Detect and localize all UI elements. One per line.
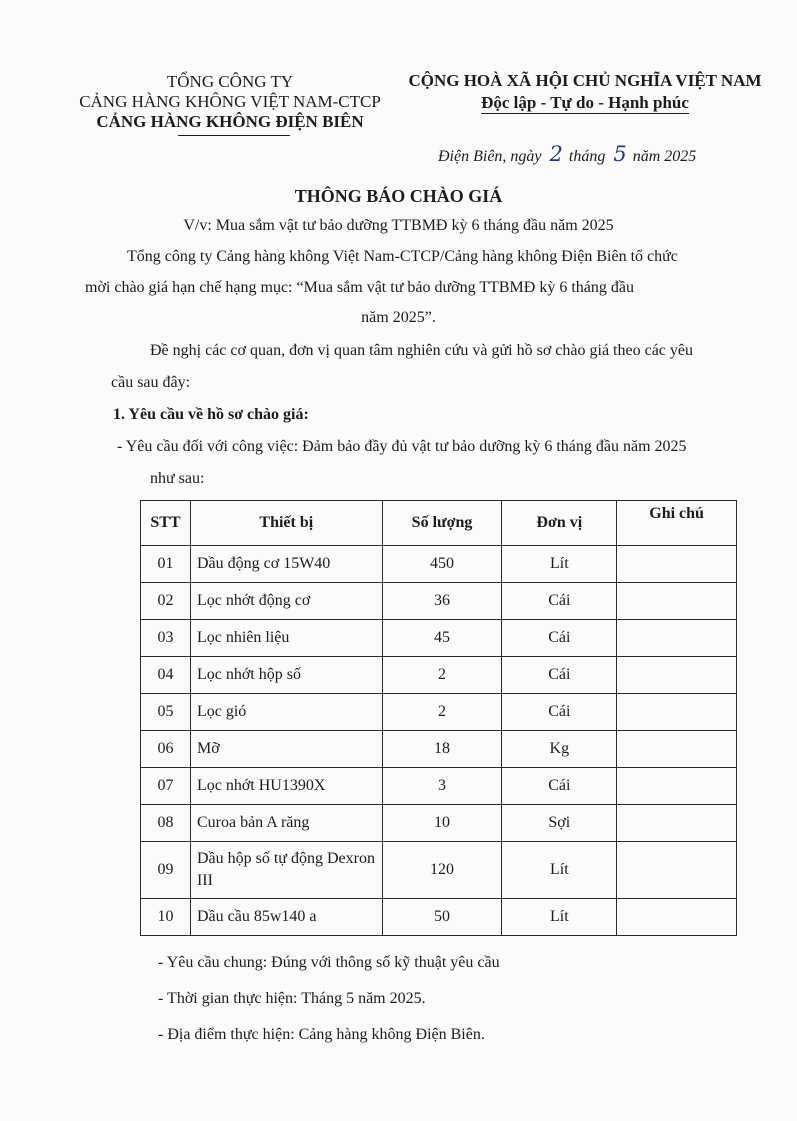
date-month-label: tháng — [568, 148, 606, 165]
cell-stt: 03 — [141, 620, 191, 657]
intro-line-4: Đề nghị các cơ quan, đơn vị quan tâm nghiên cứu và gửi hồ sơ chào giá theo các yêu — [150, 342, 693, 359]
table-row — [141, 657, 737, 694]
cell-note — [617, 694, 737, 731]
general-requirement: - Yêu cầu chung: Đúng với thông số kỹ thuật yêu cầu — [158, 954, 500, 971]
cell-unit: Lít — [502, 899, 617, 936]
header-stt: STT — [141, 501, 191, 546]
nation-title: CỘNG HOÀ XÃ HỘI CHỦ NGHĨA VIỆT NAM — [408, 71, 762, 90]
cell-note — [617, 583, 737, 620]
header-quantity: Số lượng — [382, 501, 502, 546]
cell-unit: Cái — [502, 768, 617, 805]
table-header-row — [141, 501, 737, 546]
cell-stt: 10 — [141, 899, 191, 936]
header-note: Ghi chú — [617, 501, 737, 546]
cell-device: Curoa bản A răng — [190, 805, 382, 842]
org-divider — [178, 135, 290, 136]
materials-table — [140, 500, 737, 936]
header-device: Thiết bị — [190, 501, 382, 546]
execution-location: - Địa điểm thực hiện: Cảng hàng không Điện Biên. — [158, 1026, 485, 1043]
cell-quantity: 3 — [382, 768, 502, 805]
org-line-2: CẢNG HÀNG KHÔNG VIỆT NAM-CTCP — [79, 92, 381, 111]
cell-quantity: 18 — [382, 731, 502, 768]
table-row — [141, 620, 737, 657]
cell-device: Lọc gió — [190, 694, 382, 731]
date-place: Điện Biên, ngày — [438, 148, 542, 165]
org-line-3: CẢNG HÀNG KHÔNG ĐIỆN BIÊN — [96, 112, 364, 131]
cell-quantity: 36 — [382, 583, 502, 620]
requirement-line-2: như sau: — [150, 470, 205, 487]
cell-note — [617, 620, 737, 657]
cell-unit: Cái — [502, 657, 617, 694]
table-row — [141, 694, 737, 731]
cell-device: Dầu cầu 85w140 a — [190, 899, 382, 936]
section-1-heading: 1. Yêu cầu về hồ sơ chào giá: — [113, 406, 309, 423]
table-row — [141, 546, 737, 583]
table-row — [141, 842, 737, 899]
organization-header — [40, 72, 420, 132]
cell-quantity: 2 — [382, 694, 502, 731]
date-month-handwritten: 5 — [613, 142, 627, 166]
cell-unit: Cái — [502, 620, 617, 657]
cell-device: Lọc nhớt động cơ — [190, 583, 382, 620]
cell-device: Dầu hộp số tự động Dexron III — [190, 842, 382, 899]
cell-stt: 07 — [141, 768, 191, 805]
cell-stt: 06 — [141, 731, 191, 768]
cell-unit: Cái — [502, 694, 617, 731]
cell-note — [617, 546, 737, 583]
cell-quantity: 450 — [382, 546, 502, 583]
intro-line-1: Tổng công ty Cảng hàng không Việt Nam-CTCP/Cảng hàng không Điện Biên tổ chức — [127, 248, 678, 265]
cell-device: Mỡ — [190, 731, 382, 768]
cell-quantity: 50 — [382, 899, 502, 936]
date-line — [438, 142, 696, 166]
header-unit: Đơn vị — [502, 501, 617, 546]
national-header — [390, 70, 780, 114]
cell-stt: 04 — [141, 657, 191, 694]
cell-note — [617, 657, 737, 694]
document-title: THÔNG BÁO CHÀO GIÁ — [294, 186, 503, 206]
cell-quantity: 45 — [382, 620, 502, 657]
date-year: năm 2025 — [632, 148, 697, 165]
intro-line-5: cầu sau đây: — [111, 374, 191, 391]
document-subject: V/v: Mua sắm vật tư bảo dưỡng TTBMĐ kỳ 6 tháng đầu năm 2025 — [183, 217, 614, 234]
requirement-line-1: - Yêu cầu đối với công việc: Đảm bảo đầy đủ vật tư bảo dưỡng kỳ 6 tháng đầu năm 2025 — [117, 438, 687, 455]
cell-unit: Kg — [502, 731, 617, 768]
org-line-1: TỔNG CÔNG TY — [166, 72, 294, 91]
table-row — [141, 731, 737, 768]
motto-text: Độc lập - Tự do - Hạnh phúc — [481, 93, 689, 112]
cell-unit: Lít — [502, 546, 617, 583]
table-row — [141, 899, 737, 936]
cell-note — [617, 842, 737, 899]
cell-note — [617, 731, 737, 768]
table-row — [141, 805, 737, 842]
cell-unit: Sợi — [502, 805, 617, 842]
cell-stt: 08 — [141, 805, 191, 842]
cell-device: Lọc nhiên liệu — [190, 620, 382, 657]
intro-line-2: mời chào giá hạn chế hạng mục: “Mua sắm vật tư bảo dưỡng TTBMĐ kỳ 6 tháng đầu — [85, 279, 634, 296]
execution-time: - Thời gian thực hiện: Tháng 5 năm 2025. — [158, 990, 426, 1007]
cell-stt: 09 — [141, 842, 191, 899]
cell-device: Lọc nhớt hộp số — [190, 657, 382, 694]
table-row — [141, 583, 737, 620]
cell-device: Lọc nhớt HU1390X — [190, 768, 382, 805]
cell-stt: 01 — [141, 546, 191, 583]
cell-unit: Lít — [502, 842, 617, 899]
cell-note — [617, 899, 737, 936]
cell-device: Dầu động cơ 15W40 — [190, 546, 382, 583]
cell-quantity: 10 — [382, 805, 502, 842]
intro-line-3: năm 2025”. — [361, 309, 436, 326]
cell-note — [617, 805, 737, 842]
date-day-handwritten: 2 — [549, 142, 563, 166]
cell-note — [617, 768, 737, 805]
motto — [390, 92, 780, 114]
cell-stt: 02 — [141, 583, 191, 620]
cell-quantity: 120 — [382, 842, 502, 899]
cell-unit: Cái — [502, 583, 617, 620]
cell-quantity: 2 — [382, 657, 502, 694]
cell-stt: 05 — [141, 694, 191, 731]
table-row — [141, 768, 737, 805]
